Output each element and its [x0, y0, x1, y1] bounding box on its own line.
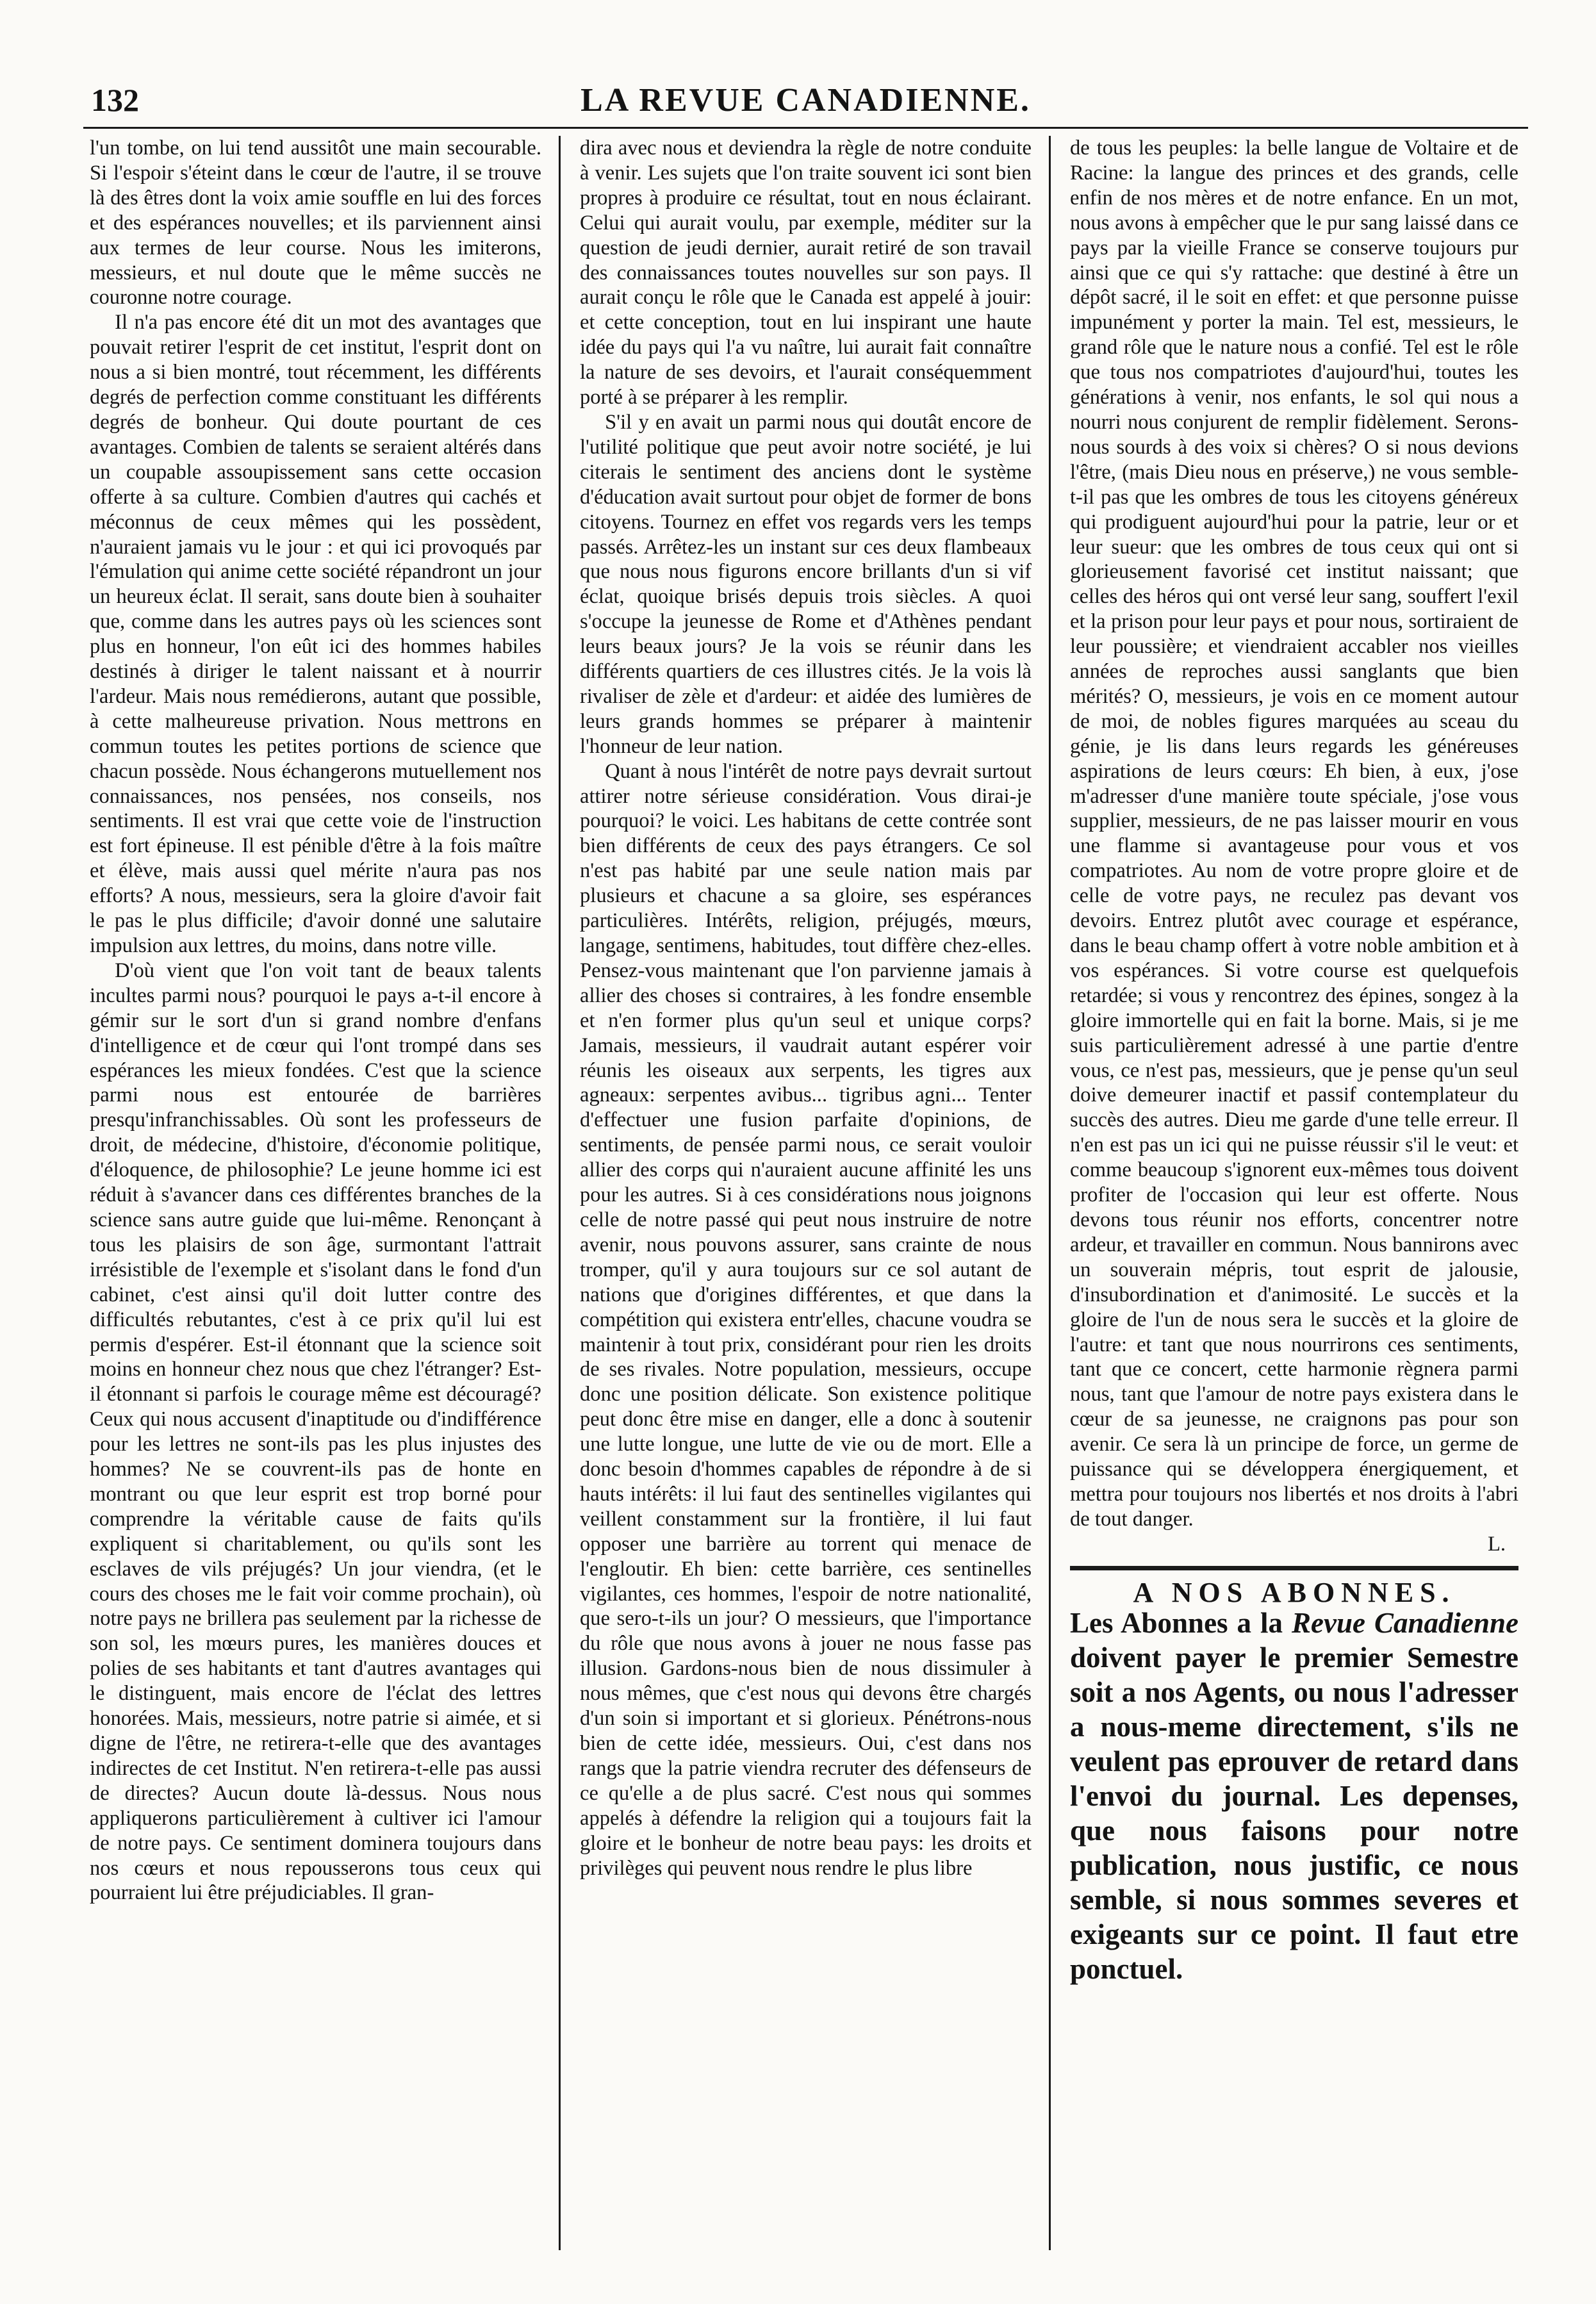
notice-text: doivent payer le premier Semestre soit a nos Agents, ou nous l'adresser a nous-meme directement, s'ils ne veulent pas eprouver de retard dans l'envoi du journal. Les depenses, que nous faisons pour notre publication, nous justific, ce nous semble, si nous sommes severes et exigeants sur ce point. Il faut etre ponctuel. [1070, 1641, 1518, 1985]
paragraph: de tous les peuples: la belle langue de Voltaire et de Racine: la langue des princes et des grands, celle enfin de nos mères et de notre enfance. En un mot, nous avons à empêcher que le pur sang laissé dans ce pays par la vieille France se conserve toujours pur ainsi que ce qui s'y rattache: que destiné à être un dépôt sacré, il le soit en effet: et que personne puisse impunément y porter la main. Tel est, messieurs, le grand rôle que le nature nous a confié. Tel est le rôle que tous nos compatriotes d'aujourd'hui, toutes les générations à venir, nos enfants, le sol qui nous a nourri nous conjurent de remplir fidèlement. Serons-nous sourds à des voix si chères? O si nous devions l'être, (mais Dieu nous en préserve,) ne vous semble-t-il pas que les ombres de tous les citoyens généreux qui prodiguent aujourd'hui pour la patrie, leur or et leur sueur: que les ombres de tous ceux qui ont si glorieusement favorisé cet institut naissant; que celles des héros qui ont versé leur sang, souffert l'exil et la prison pour leur pays et pour nous, sortiraient de leur poussière; et viendraient accabler nos vieilles années de reproches aussi sanglants que bien mérités? O, messieurs, je vois en ce moment autour de moi, de nobles figures marquées au sceau du génie, je lis dans leurs regards les généreuses aspirations de leurs cœurs: Eh bien, à eux, j'ose m'adresser d'une manière toute spéciale, j'ose vous supplier, messieurs, de ne pas laisser mourir en vous une flamme si avantageuse pour vous et vos compatriotes. Au nom de votre propre gloire et de celle de votre pays, ne reculez pas devant vos devoirs. Entrez plutôt avec courage et espérance, dans le beau champ offert à votre noble ambition et à vos espérances. Si votre course est quelquefois retardée; si vous y rencontrez des épines, songez à la gloire immortelle qui en fait la borne. Mais, si je me suis particulièrement adressé à une partie d'entre vous, ce n'est pas, messieurs, que je pense qu'un seul doive demeurer inactif et passif contemplateur du succès des autres. Dieu me garde d'une telle erreur. Il n'en est pas un ici qui ne puisse réussir s'il le veut: et comme beaucoup s'ignorent eux-mêmes tous doivent profiter de l'occasion qui leur est offerte. Nous devons tous réunir nos efforts, concentrer notre ardeur, et travailler en commun. Nous bannirons avec un souverain mépris, tout esprit de jalousie, d'insubordination et d'animosité. Le succès et la gloire de l'un de nous sera le succès et la gloire de l'autre: et tant que nous nourrirons ces sentiments, tant que ce concert, cette harmonie règnera parmi nous, tant que l'amour de notre pays existera dans le cœur de sa jeunesse, ne craignons pas pour son avenir. Ce sera là un principe de force, un germe de puissance qui se développera énergiquement, et mettra pour toujours nos libertés et nos droits à l'abri de tout danger. [1070, 136, 1518, 1531]
running-title: LA REVUE CANADIENNE. [580, 82, 1031, 119]
notice-text: Les Abonnes a la [1070, 1606, 1292, 1639]
author-signature: L. [1487, 1532, 1506, 1556]
notice-title: A NOS ABONNES. [1133, 1576, 1456, 1608]
header-rule [83, 127, 1528, 129]
paragraph: l'un tombe, on lui tend aussitôt une main secourable. Si l'espoir s'éteint dans le cœur de l'autre, il se trouve là des êtres dont la voix amie souffle en lui des forces et des espérances nouvelles; et ils parviennent ainsi aux termes de leur course. Nous les imiterons, messieurs, et nul doute que le même succès ne couronne notre courage. [90, 136, 541, 309]
notice-rule [1070, 1566, 1518, 1570]
page-number: 132 [91, 82, 139, 118]
subscriber-notice [1070, 1606, 1518, 1986]
page-header [83, 74, 1528, 125]
column-3 [1070, 136, 1518, 2250]
journal-name: Revue Canadienne [1292, 1606, 1518, 1639]
column-1 [90, 136, 541, 2250]
column-rule [1049, 136, 1051, 2250]
paragraph: D'où vient que l'on voit tant de beaux talents incultes parmi nous? pourquoi le pays a-t-il encore à gémir sur le sort d'un si grand nombre d'enfans d'intelligence et de cœur qui l'ont trompé dans ses espérances les mieux fondées. C'est que la science parmi nous est entourée de barrières presqu'infranchissables. Où sont les professeurs de droit, de médecine, d'histoire, d'économie politique, d'éloquence, de philosophie? Le jeune homme ici est réduit à s'avancer dans ces différentes branches de la science sans autre guide que lui-même. Renonçant à tous les plaisirs de son âge, surmontant l'attrait irrésistible de l'exemple et s'isolant dans le fond d'un cabinet, c'est ainsi qu'il doit lutter contre des difficultés rebutantes, c'est à ce prix qu'il lui est permis d'espérer. Est-il étonnant que la science soit moins en honneur chez nous que chez l'étranger? Est-il étonnant si parfois le courage même est découragé? Ceux qui nous accusent d'inaptitude ou d'indifférence pour les lettres ne sont-ils pas les plus injustes des hommes? Ne se couvrent-ils pas de honte en montrant ou que leur esprit est trop borné pour comprendre la véritable cause de faits qu'ils expliquent si charitablement, ou qu'ils sont les esclaves de vils préjugés? Un jour viendra, (et le cours des choses me le fait voir comme prochain), où notre pays ne brillera pas seulement par la richesse de son sol, les mœurs pures, les manières douces et polies de ses habitants et tant d'autres avantages qui le distinguent, mais encore de l'éclat des lettres honorées. Mais, messieurs, notre patrie si aimée, et si digne de l'être, ne retirera-t-elle que des avantages indirectes de cet Institut. N'en retirera-t-elle pas aussi de directes? Aucun doute là-dessus. Nous nous appliquerons particulièrement à cultiver ici l'amour de notre pays. Ce sentiment dominera toujours dans nos cœurs et nous repousserons tous ceux qui pourraient lui être préjudiciables. Il gran- [90, 959, 541, 1905]
column-2 [580, 136, 1032, 2250]
paragraph: S'il y en avait un parmi nous qui doutât encore de l'utilité politique que peut avoir notre société, je lui citerais le sentiment des anciens dont le système d'éducation avait surtout pour objet de former de bons citoyens. Tournez en effet vos regards vers les temps passés. Arrêtez-les un instant sur ces deux flambeaux que nous nous figurons encore brillants d'un si vif éclat, quoique brisés depuis trois siècles. A quoi s'occupe la jeunesse de Rome et d'Athènes pendant leurs beaux jours? Je la vois se réunir dans les différents quartiers de ces illustres cités. Je la vois là rivaliser de zèle et d'ardeur: et aidée des lumières de leurs grands hommes se préparer à maintenir l'honneur de leur nation. [580, 410, 1032, 758]
paragraph: Il n'a pas encore été dit un mot des avantages que pouvait retirer l'esprit de cet institut, l'esprit dont on nous a si bien montré, tout récemment, les différents degrés de perfection comme constituant les différents degrés de bonheur. Qui doute pourtant de ces avantages. Combien de talents se seraient altérés dans un coupable assoupissement sans cette occasion offerte à sa culture. Combien d'autres qui cachés et méconnus de ceux mêmes qui les possèdent, n'auraient jamais vu le jour : et qui ici provoqués par l'émulation qui anime cette société répandront un jour un heureux éclat. Il serait, sans doute bien à souhaiter que, comme dans les autres pays où les sciences sont plus en honneur, l'on eût ici des hommes habiles destinés à diriger le talent naissant et à nourrir l'ardeur. Mais nous remédierons, autant que possible, à cette malheureuse privation. Nous mettrons en commun toutes les petites portions de science que chacun possède. Nous échangerons mutuellement nos connaissances, nos pensées, nos conseils, nos sentiments. Il est vrai que cette voie de l'instruction est fort épineuse. Il est pénible d'être à la fois maître et élève, mais aussi quel mérite n'aura pas nos efforts? A nous, messieurs, sera la gloire d'avoir fait le pas le plus difficile; d'avoir donné une salutaire impulsion aux lettres, du moins, dans notre ville. [90, 311, 541, 957]
paragraph: Quant à nous l'intérêt de notre pays devrait surtout attirer notre sérieuse considération. Vous dirai-je pourquoi? le voici. Les habitans de cette contrée sont bien différents de ceux des pays étrangers. Ce sol n'est pas habité par une seule nation mais par plusieurs et chacune a sa gloire, ses espérances particulières. Intérêts, religion, préjugés, mœurs, langage, sentimens, habitudes, tout diffère chez-elles. Pensez-vous maintenant que l'on parvienne jamais à allier des choses si contraires, à les fondre ensemble et n'en former plus qu'un seul et unique corps? Jamais, messieurs, il vaudrait autant espérer voir réunis les oiseaux aux serpents, les tigres aux agneaux: serpentes avibus... tigribus agni... Tenter d'effectuer une fusion parfaite d'opinions, de sentiments, de pensée parmi nous, ce serait vouloir allier des corps qui n'auraient aucune affinité les uns pour les autres. Si à ces considérations nous joignons celle de notre passé qui peut nous instruire de notre avenir, nous pouvons assurer, sans crainte de nous tromper, qu'il y aura toujours sur ce sol autant de nations que d'origines différentes, et que dans la compétition qui existera entr'elles, chacune voudra se maintenir à tout prix, considérant pour rien les droits de ses rivales. Notre population, messieurs, occupe donc une position délicate. Son existence politique peut donc être mise en danger, elle a donc à soutenir une lutte longue, une lutte de vie ou de mort. Elle a donc besoin d'hommes capables de répondre à de si hauts intérêts: il lui faut des sentinelles vigilantes qui veillent constamment sur la frontière, il lui faut opposer une barrière au torrent qui menace de l'engloutir. Eh bien: cette barrière, ces sentinelles vigilantes, ces hommes, l'espoir de notre nationalité, que sero-t-ils un jour? O messieurs, que l'importance du rôle que nous avons à jouer ne nous fasse pas illusion. Gardons-nous bien de nous dissimuler à nous mêmes, que c'est nous qui devons être chargés d'un soin si important et si glorieux. Pénétrons-nous bien de cette idée, messieurs. Oui, c'est dans nos rangs que la patrie viendra recruter des défenseurs de ce qu'elle a de plus sacré. C'est nous qui sommes appelés à défendre la religion qui a toujours fait la gloire et le bonheur de notre beau pays: les droits et privilèges qui peuvent nous rendre le plus libre [580, 759, 1032, 1880]
column-rule [559, 136, 561, 2250]
paragraph: dira avec nous et deviendra la règle de notre conduite à venir. Les sujets que l'on traite souvent ici sont bien propres à produire ce résultat, tout en nous éclairant. Celui qui aurait voulu, par exemple, méditer sur la question de jeudi dernier, aurait retiré de son travail des connaissances toutes nouvelles sur son pays. Il aurait conçu le rôle que le Canada est appelé à jouir: et cette conception, tout en lui inspirant une haute idée du pays qui l'a vu naître, lui aurait fait connaître la nature de ses devoirs, et l'aurait conséquemment porté à se préparer à les remplir. [580, 136, 1032, 409]
